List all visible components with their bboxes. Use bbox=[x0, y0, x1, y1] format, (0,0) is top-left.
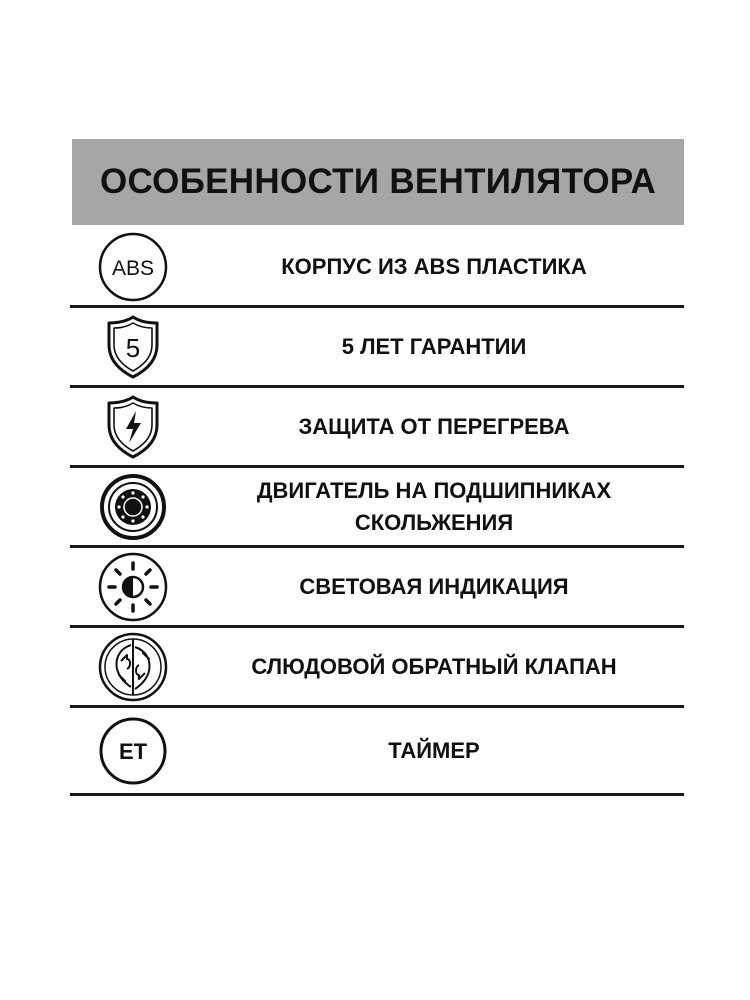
feature-label: ТАЙМЕР bbox=[388, 737, 480, 763]
check-valve-icon bbox=[97, 631, 169, 703]
feature-label: СЛЮДОВОЙ ОБРАТНЫЙ КЛАПАН bbox=[251, 653, 617, 679]
feature-label: КОРПУС ИЗ ABS ПЛАСТИКА bbox=[281, 253, 587, 279]
features-list bbox=[70, 228, 684, 796]
feature-label: ЗАЩИТА ОТ ПЕРЕГРЕВА bbox=[298, 413, 570, 439]
abs-icon-text: ABS bbox=[111, 256, 155, 280]
light-indicator-icon bbox=[97, 551, 169, 623]
abs-icon bbox=[97, 231, 169, 303]
feature-row-overheat bbox=[70, 388, 684, 468]
features-header bbox=[72, 139, 684, 225]
timer-et-icon bbox=[97, 715, 169, 787]
shield-lightning-icon bbox=[97, 391, 169, 463]
timer-et-icon-text: ET bbox=[118, 738, 148, 764]
feature-row-light bbox=[70, 548, 684, 628]
feature-row-warranty bbox=[70, 308, 684, 388]
feature-label: 5 ЛЕТ ГАРАНТИИ bbox=[341, 333, 527, 359]
feature-label: ДВИГАТЕЛЬ НА ПОДШИПНИКАХ СКОЛЬЖЕНИЯ bbox=[256, 477, 612, 535]
feature-row-valve bbox=[70, 628, 684, 708]
feature-label: СВЕТОВАЯ ИНДИКАЦИЯ bbox=[299, 573, 569, 599]
bearing-icon bbox=[97, 471, 169, 543]
feature-row-bearing bbox=[70, 468, 684, 548]
feature-row-timer bbox=[70, 708, 684, 796]
shield-5-icon bbox=[97, 311, 169, 383]
shield-5-icon-text: 5 bbox=[125, 332, 141, 363]
feature-row-abs bbox=[70, 228, 684, 308]
page-title: ОСОБЕННОСТИ ВЕНТИЛЯТОРА bbox=[99, 162, 657, 201]
